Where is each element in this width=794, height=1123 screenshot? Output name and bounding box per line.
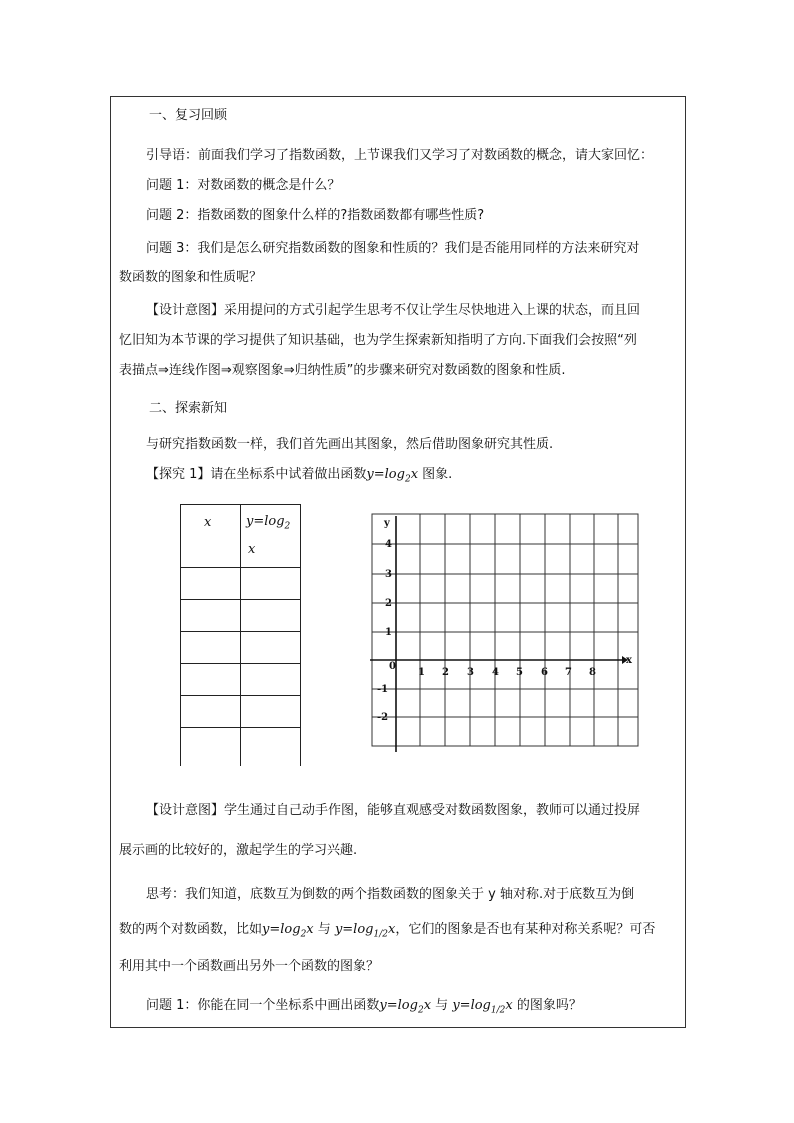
grid-svg bbox=[360, 504, 650, 754]
table-header-x: x bbox=[204, 515, 212, 530]
x-axis-label: x bbox=[626, 655, 632, 666]
think-f2-arg: x bbox=[387, 922, 396, 937]
x-tick-3: 3 bbox=[467, 667, 474, 678]
think-f1-base: 2 bbox=[300, 929, 307, 940]
x-tick-1: 1 bbox=[418, 667, 425, 678]
table-header-y-arg: x bbox=[248, 542, 256, 557]
design-intent2-line1: 【设计意图】学生通过自己动手作图，能够直观感受对数函数图象，教师可以通过投屏 bbox=[146, 803, 641, 818]
section2-intro: 与研究指数函数一样，我们首先画出其图象，然后借助图象研究其性质. bbox=[146, 437, 554, 452]
question-2: 问题 2：指数函数的图象什么样的?指数函数都有哪些性质? bbox=[146, 208, 485, 223]
explore-1-prefix: 【探究 1】请在坐标系中试着做出函数 bbox=[146, 467, 367, 482]
design-intent-line2: 忆旧知为本节课的学习提供了知识基础，也为学生探索新知指明了方向.下面我们会按照“列 bbox=[119, 333, 637, 348]
explore-1 bbox=[146, 466, 452, 489]
think-and: 与 bbox=[317, 922, 331, 937]
x-tick-6: 6 bbox=[541, 667, 548, 678]
x-tick-2: 2 bbox=[442, 667, 449, 678]
design-intent-line3: 表描点⇒连线作图⇒观察图象⇒归纳性质”的步骤来研究对数函数的图象和性质. bbox=[119, 363, 566, 378]
think-f2-base: 1/2 bbox=[373, 929, 388, 940]
design-intent2-line2: 展示画的比较好的，激起学生的学习兴趣. bbox=[119, 843, 358, 858]
question1 bbox=[146, 997, 582, 1020]
explore-1-suffix: 图象. bbox=[422, 467, 453, 482]
value-table bbox=[180, 504, 300, 768]
explore-1-arg: x bbox=[410, 467, 419, 482]
question1-f1: y=log bbox=[379, 998, 418, 1013]
question-3-line2: 数函数的图象和性质呢？ bbox=[119, 270, 263, 285]
question1-f2-arg: x bbox=[505, 998, 513, 1013]
question-3-line1: 问题 3：我们是怎么研究指数函数的图象和性质的？我们是否能用同样的方法来研究对 bbox=[146, 241, 640, 256]
table-header-y-func: y=log bbox=[246, 514, 285, 529]
y-tick-neg2: -2 bbox=[377, 712, 389, 723]
think-line3: 利用其中一个函数画出另外一个函数的图象？ bbox=[119, 959, 380, 974]
y-tick-3: 3 bbox=[385, 569, 392, 580]
question1-f1-base: 2 bbox=[417, 1005, 424, 1016]
grid-border bbox=[372, 514, 638, 746]
question1-f2: y=log bbox=[452, 998, 491, 1013]
think-line1: 思考：我们知道，底数互为倒数的两个指数函数的图象关于 y 轴对称.对于底数互为倒 bbox=[146, 887, 635, 902]
y-tick-1: 1 bbox=[385, 627, 392, 638]
question1-suffix: 的图象吗？ bbox=[516, 998, 582, 1013]
question1-f2-base: 1/2 bbox=[490, 1005, 506, 1016]
think-f1: y=log bbox=[262, 922, 301, 937]
y-axis-label: y bbox=[384, 518, 390, 529]
y-tick-neg1: -1 bbox=[377, 684, 389, 695]
think-f1-arg: x bbox=[306, 922, 314, 937]
think-line2-suffix: ，它们的图象是否也有某种对称关系呢？可否 bbox=[395, 922, 656, 937]
x-tick-5: 5 bbox=[516, 667, 523, 678]
table-header-y-base: 2 bbox=[284, 521, 291, 532]
question1-and: 与 bbox=[435, 998, 449, 1013]
design-intent-line1: 【设计意图】采用提问的方式引起学生思考不仅让学生尽快地进入上课的状态，而且回 bbox=[146, 303, 641, 318]
y-tick-2: 2 bbox=[385, 598, 392, 609]
explore-1-base: 2 bbox=[404, 474, 411, 485]
section1-heading: 一、复习回顾 bbox=[149, 108, 228, 123]
section1-intro: 引导语：前面我们学习了指数函数，上节课我们又学习了对数函数的概念，请大家回忆： bbox=[146, 148, 654, 163]
x-tick-7: 7 bbox=[565, 667, 572, 678]
think-line2-prefix: 数的两个对数函数，比如 bbox=[119, 922, 263, 937]
think-f2: y=log bbox=[334, 922, 374, 937]
x-tick-4: 4 bbox=[492, 667, 499, 678]
y-tick-4: 4 bbox=[385, 539, 392, 550]
question1-prefix: 问题 1：你能在同一个坐标系中画出函数 bbox=[146, 998, 380, 1013]
explore-1-func: y=log bbox=[366, 467, 405, 482]
origin-label: 0 bbox=[389, 661, 396, 672]
think-line2 bbox=[119, 921, 655, 944]
coordinate-grid bbox=[360, 504, 650, 754]
table-header-y bbox=[246, 514, 290, 532]
x-tick-8: 8 bbox=[589, 667, 596, 678]
question-1: 问题 1：对数函数的概念是什么？ bbox=[146, 178, 341, 193]
section2-heading: 二、探索新知 bbox=[149, 401, 228, 416]
question1-f1-arg: x bbox=[423, 998, 432, 1013]
